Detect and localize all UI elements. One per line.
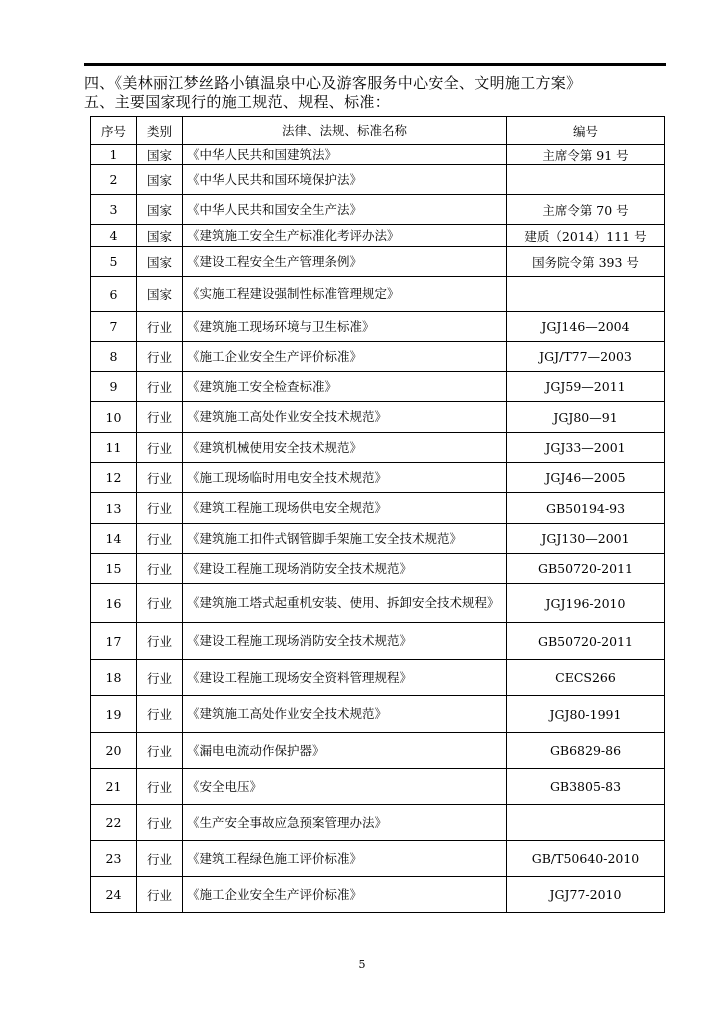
table-body <box>91 145 665 913</box>
row-category: 行业 <box>137 841 183 877</box>
row-standard-code: JGJ59—2011 <box>507 372 665 402</box>
table-row <box>91 493 665 524</box>
row-standard-name: 《漏电电流动作保护器》 <box>183 733 507 769</box>
table-row <box>91 524 665 554</box>
row-standard-code: JGJ/T77—2003 <box>507 342 665 372</box>
row-number: 17 <box>91 623 137 660</box>
row-category: 国家 <box>137 165 183 195</box>
table-row <box>91 841 665 877</box>
row-category: 行业 <box>137 623 183 660</box>
table-row <box>91 660 665 696</box>
row-standard-code: JGJ77-2010 <box>507 877 665 913</box>
row-standard-code: 建质（2014）111 号 <box>507 225 665 247</box>
section-heading-5: 五、主要国家现行的施工规范、规程、标准： <box>84 93 391 111</box>
row-standard-name: 《施工企业安全生产评价标准》 <box>183 342 507 372</box>
row-standard-name: 《建筑施工安全生产标准化考评办法》 <box>183 225 507 247</box>
row-category: 行业 <box>137 733 183 769</box>
row-category: 国家 <box>137 225 183 247</box>
row-number: 2 <box>91 165 137 195</box>
row-number: 10 <box>91 402 137 433</box>
row-standard-code: 主席令第 91 号 <box>507 145 665 165</box>
row-number: 21 <box>91 769 137 805</box>
header-no: 序号 <box>91 117 137 145</box>
section-heading-4: 四、《美林丽江梦丝路小镇温泉中心及游客服务中心安全、文明施工方案》 <box>84 74 582 92</box>
row-category: 行业 <box>137 433 183 463</box>
row-standard-code <box>507 805 665 841</box>
row-standard-name: 《生产安全事故应急预案管理办法》 <box>183 805 507 841</box>
row-category: 行业 <box>137 463 183 493</box>
table-row <box>91 769 665 805</box>
table-row <box>91 312 665 342</box>
row-number: 20 <box>91 733 137 769</box>
row-category: 行业 <box>137 877 183 913</box>
table-row <box>91 165 665 195</box>
row-number: 3 <box>91 195 137 225</box>
row-standard-code <box>507 277 665 312</box>
row-standard-name: 《建设工程施工现场消防安全技术规范》 <box>183 554 507 584</box>
row-category: 行业 <box>137 402 183 433</box>
table-row <box>91 696 665 733</box>
row-category: 行业 <box>137 312 183 342</box>
row-standard-code: JGJ46—2005 <box>507 463 665 493</box>
row-number: 1 <box>91 145 137 165</box>
row-standard-name: 《建筑施工塔式起重机安装、使用、拆卸安全技术规程》 <box>183 584 507 623</box>
row-category: 行业 <box>137 372 183 402</box>
row-number: 7 <box>91 312 137 342</box>
row-standard-name: 《建筑施工扣件式钢管脚手架施工安全技术规范》 <box>183 524 507 554</box>
row-category: 行业 <box>137 660 183 696</box>
row-standard-name: 《施工现场临时用电安全技术规范》 <box>183 463 507 493</box>
page-number: 5 <box>358 958 366 971</box>
row-number: 4 <box>91 225 137 247</box>
row-standard-code: GB6829-86 <box>507 733 665 769</box>
row-standard-code: CECS266 <box>507 660 665 696</box>
row-number: 18 <box>91 660 137 696</box>
row-category: 国家 <box>137 195 183 225</box>
standards-table <box>90 116 665 913</box>
row-category: 国家 <box>137 247 183 277</box>
table-row <box>91 402 665 433</box>
row-category: 行业 <box>137 769 183 805</box>
row-standard-name: 《建设工程施工现场消防安全技术规范》 <box>183 623 507 660</box>
table-row <box>91 463 665 493</box>
row-number: 14 <box>91 524 137 554</box>
row-number: 24 <box>91 877 137 913</box>
row-category: 行业 <box>137 696 183 733</box>
row-category: 行业 <box>137 524 183 554</box>
row-standard-name: 《建筑工程绿色施工评价标准》 <box>183 841 507 877</box>
row-number: 11 <box>91 433 137 463</box>
row-standard-name: 《建设工程安全生产管理条例》 <box>183 247 507 277</box>
header-name: 法律、法规、标准名称 <box>183 117 507 145</box>
row-standard-code: JGJ146—2004 <box>507 312 665 342</box>
row-standard-code: JGJ80-1991 <box>507 696 665 733</box>
row-standard-name: 《建筑施工现场环境与卫生标准》 <box>183 312 507 342</box>
row-standard-name: 《实施工程建设强制性标准管理规定》 <box>183 277 507 312</box>
row-number: 23 <box>91 841 137 877</box>
row-number: 8 <box>91 342 137 372</box>
row-category: 国家 <box>137 277 183 312</box>
row-number: 19 <box>91 696 137 733</box>
row-standard-name: 《建筑施工高处作业安全技术规范》 <box>183 402 507 433</box>
header-category: 类别 <box>137 117 183 145</box>
row-standard-code: JGJ33—2001 <box>507 433 665 463</box>
table-header-row <box>91 117 665 145</box>
row-number: 16 <box>91 584 137 623</box>
header-rule <box>84 63 666 66</box>
header-code: 编号 <box>507 117 665 145</box>
row-standard-name: 《中华人民共和国环境保护法》 <box>183 165 507 195</box>
row-number: 6 <box>91 277 137 312</box>
row-number: 5 <box>91 247 137 277</box>
table-row <box>91 584 665 623</box>
table-row <box>91 195 665 225</box>
row-standard-code: GB50720-2011 <box>507 554 665 584</box>
row-standard-code: GB/T50640-2010 <box>507 841 665 877</box>
row-category: 行业 <box>137 584 183 623</box>
row-standard-name: 《建筑施工高处作业安全技术规范》 <box>183 696 507 733</box>
row-standard-code: GB50194-93 <box>507 493 665 524</box>
row-category: 国家 <box>137 145 183 165</box>
row-standard-name: 《建筑施工安全检查标准》 <box>183 372 507 402</box>
row-standard-name: 《建设工程施工现场安全资料管理规程》 <box>183 660 507 696</box>
row-standard-name: 《中华人民共和国安全生产法》 <box>183 195 507 225</box>
row-standard-code <box>507 165 665 195</box>
table-row <box>91 805 665 841</box>
row-number: 13 <box>91 493 137 524</box>
table-row <box>91 277 665 312</box>
row-standard-code: 国务院令第 393 号 <box>507 247 665 277</box>
row-standard-name: 《安全电压》 <box>183 769 507 805</box>
table-row <box>91 623 665 660</box>
row-number: 15 <box>91 554 137 584</box>
table-row <box>91 433 665 463</box>
row-number: 9 <box>91 372 137 402</box>
row-standard-code: JGJ130—2001 <box>507 524 665 554</box>
row-category: 行业 <box>137 493 183 524</box>
row-category: 行业 <box>137 554 183 584</box>
row-category: 行业 <box>137 805 183 841</box>
row-number: 22 <box>91 805 137 841</box>
row-standard-name: 《建筑工程施工现场供电安全规范》 <box>183 493 507 524</box>
table-row <box>91 372 665 402</box>
table-row <box>91 877 665 913</box>
table-row <box>91 554 665 584</box>
row-standard-name: 《施工企业安全生产评价标准》 <box>183 877 507 913</box>
table-row <box>91 733 665 769</box>
row-standard-code: GB50720-2011 <box>507 623 665 660</box>
row-standard-code: GB3805-83 <box>507 769 665 805</box>
table-row <box>91 145 665 165</box>
row-standard-name: 《建筑机械使用安全技术规范》 <box>183 433 507 463</box>
table-row <box>91 247 665 277</box>
row-standard-code: 主席令第 70 号 <box>507 195 665 225</box>
table-row <box>91 225 665 247</box>
row-category: 行业 <box>137 342 183 372</box>
row-standard-name: 《中华人民共和国建筑法》 <box>183 145 507 165</box>
row-standard-code: JGJ196-2010 <box>507 584 665 623</box>
row-standard-code: JGJ80—91 <box>507 402 665 433</box>
table-row <box>91 342 665 372</box>
row-number: 12 <box>91 463 137 493</box>
